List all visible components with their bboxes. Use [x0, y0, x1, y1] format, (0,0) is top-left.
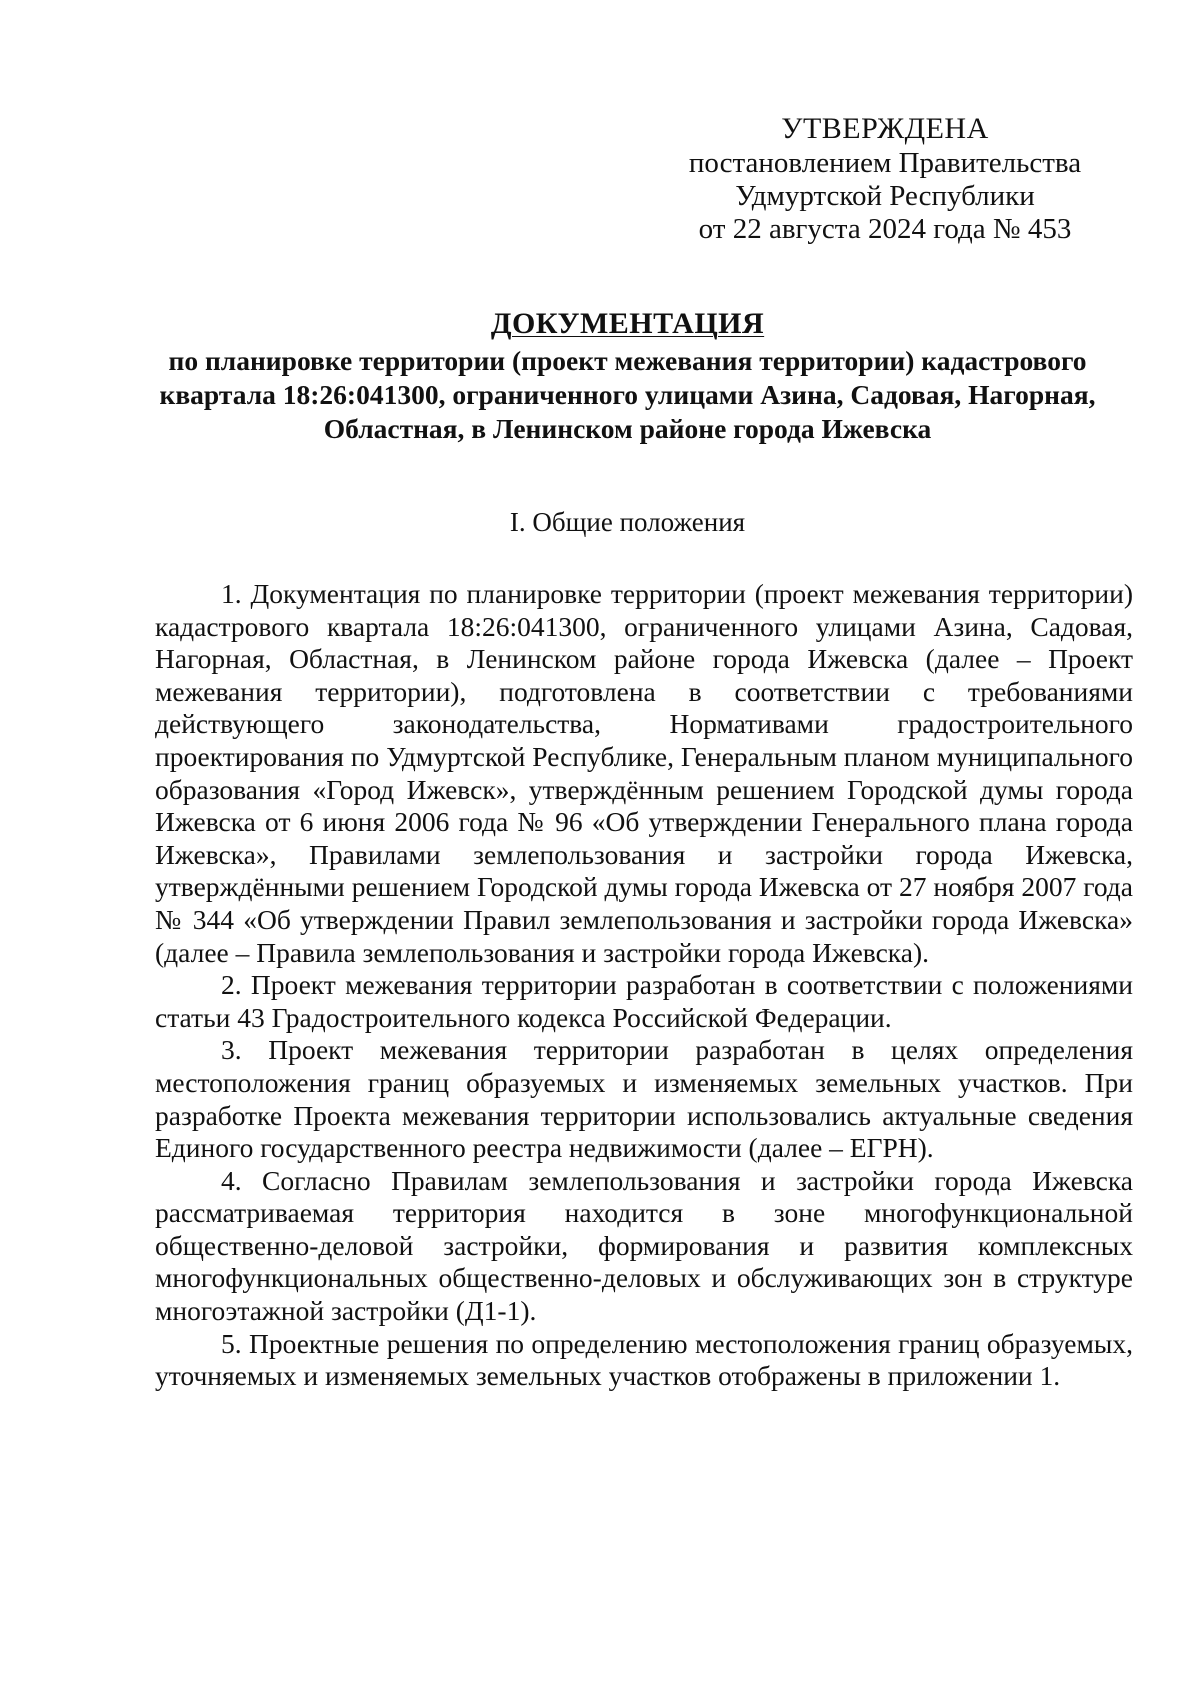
- approval-block: [655, 112, 1115, 246]
- section-heading: I. Общие положения: [509, 507, 746, 537]
- approval-title: УТВЕРЖДЕНА: [781, 112, 989, 145]
- document-title-block: [120, 306, 1135, 446]
- paragraph-2: 2. Проект межевания территории разработан в соответствии с положениями статьи 43 Градостроительного кодекса Российской Федерации.: [155, 969, 1133, 1033]
- approval-line-2: Удмуртской Республики: [735, 180, 1035, 212]
- document-title: ДОКУМЕНТАЦИЯ: [490, 307, 765, 340]
- document-subtitle: по планировке территории (проект межевания территории) кадастрового квартала 18:26:041300, ограниченного улицами Азина, Садовая, Нагорная, Областная, в Ленинском районе города Ижевска: [159, 345, 1096, 444]
- paragraph-1: 1. Документация по планировке территории (проект межевания территории) кадастрового квартала 18:26:041300, ограниченного улицами Азина, Садовая, Нагорная, Областная, в Ленинском районе города Ижевска (далее – Проект межевания территории), подготовлена в соответствии с требованиями действующего законодательства, Нормативами градостроительного проектирования по Удмуртской Республике, Генеральным планом муниципального образования «Город Ижевск», утверждённым решением Городской думы города Ижевска от 6 июня 2006 года № 96 «Об утверждении Генерального плана города Ижевска», Правилами землепользования и застройки города Ижевска, утверждёнными решением Городской думы города Ижевска от 27 ноября 2007 года № 344 «Об утверждении Правил землепользования и застройки города Ижевска» (далее – Правила землепользования и застройки города Ижевска).: [155, 578, 1133, 968]
- approval-line-1: постановлением Правительства: [688, 147, 1082, 179]
- paragraph-4: 4. Согласно Правилам землепользования и застройки города Ижевска рассматриваемая территория находится в зоне многофункциональной общественно-деловой застройки, формирования и развития комплексных многофункциональных общественно-деловых и обслуживающих зон в структуре многоэтажной застройки (Д1-1).: [155, 1164, 1133, 1327]
- paragraph-3: 3. Проект межевания территории разработан в целях определения местоположения границ образуемых и изменяемых земельных участков. При разработке Проекта межевания территории использовались актуальные сведения Единого государственного реестра недвижимости (далее – ЕГРН).: [155, 1034, 1133, 1164]
- section-body: [155, 578, 1133, 1393]
- paragraph-5: 5. Проектные решения по определению местоположения границ образуемых, уточняемых и изменяемых земельных участков отображены в приложении 1.: [155, 1327, 1133, 1392]
- approval-line-3: от 22 августа 2024 года № 453: [698, 213, 1072, 245]
